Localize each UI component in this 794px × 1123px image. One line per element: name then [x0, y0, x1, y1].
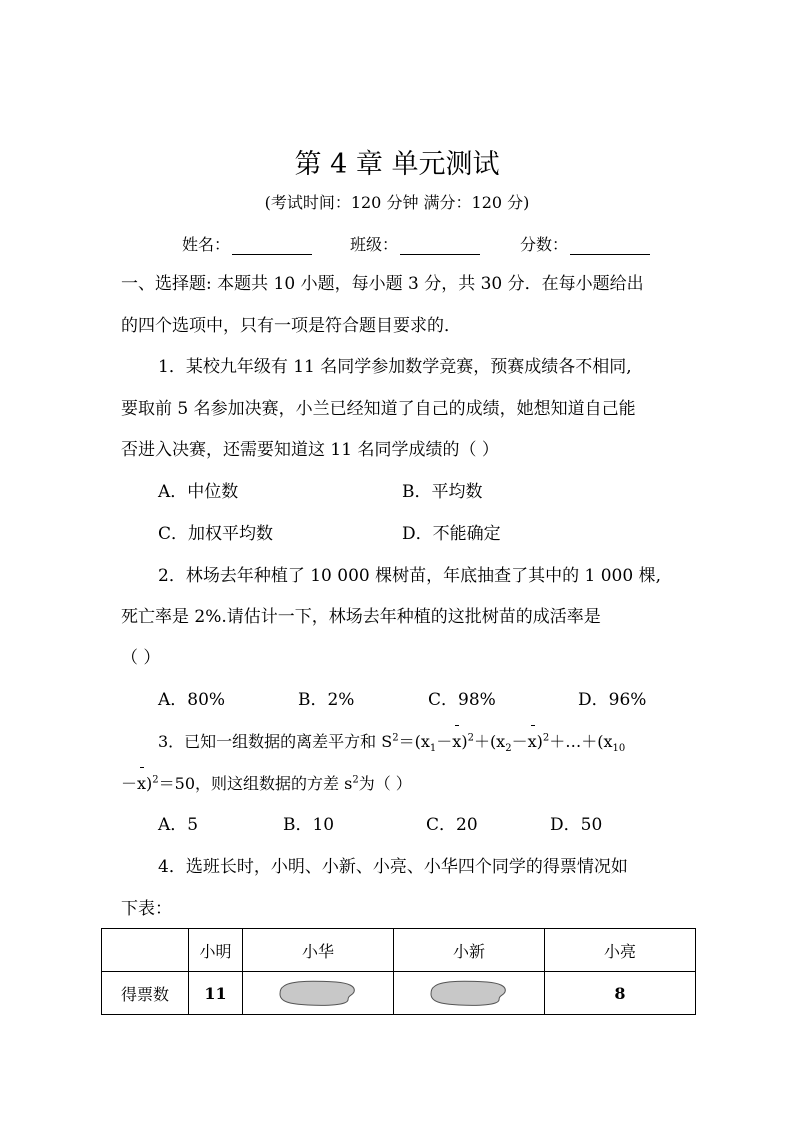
table-header-empty — [102, 929, 189, 972]
q3-option-b[interactable]: B．10 — [283, 815, 335, 835]
table-header: 小亮 — [545, 929, 696, 972]
q1-text-1: 1．某校九年级有 11 名同学参加数学竞赛，预赛成绩各不相同, — [158, 357, 632, 377]
score-blank[interactable] — [570, 238, 650, 255]
q3-option-d[interactable]: D．50 — [550, 815, 603, 835]
q1-option-b[interactable]: B．平均数 — [402, 482, 483, 502]
class-label: 班级： — [350, 235, 399, 254]
x-bar: x — [137, 774, 147, 793]
q1-option-a[interactable]: A．中位数 — [158, 482, 239, 502]
x-bar: x — [527, 732, 537, 751]
x-bar: x — [452, 732, 462, 751]
q2-option-c[interactable]: C．98% — [428, 690, 496, 710]
q4-text-1: 4．选班长时，小明、小新、小亮、小华四个同学的得票情况如 — [158, 857, 628, 877]
table-header: 小明 — [189, 929, 243, 972]
q2-text-3: （ ） — [121, 648, 161, 668]
table-cell: 8 — [545, 972, 696, 1015]
q1-option-c[interactable]: C．加权平均数 — [158, 524, 274, 544]
q3-option-c[interactable]: C．20 — [426, 815, 478, 835]
ink-blot-icon — [278, 978, 358, 1008]
q1-text-2: 要取前 5 名参加决赛，小兰已经知道了自己的成绩，她想知道自己能 — [121, 399, 636, 419]
name-blank[interactable] — [232, 238, 312, 255]
q2-text-1: 2．林场去年种植了 10 000 棵树苗，年底抽查了其中的 1 000 棵, — [158, 566, 661, 586]
table-cell: 11 — [189, 972, 243, 1015]
name-label: 姓名： — [182, 235, 231, 254]
table-row-label: 得票数 — [102, 972, 189, 1015]
q1-option-d[interactable]: D．不能确定 — [402, 524, 501, 544]
q2-option-a[interactable]: A．80% — [158, 690, 226, 710]
score-label: 分数： — [520, 235, 569, 254]
q2-text-2: 死亡率是 2%.请估计一下，林场去年种植的这批树苗的成活率是 — [121, 607, 601, 627]
class-blank[interactable] — [400, 238, 480, 255]
q3-option-a[interactable]: A．5 — [158, 815, 199, 835]
q3-text-1: 3．已知一组数据的离差平方和 $S^2=(x_1-x)^2+(x_2-x)^2+\dots+(x_{10}$ — [158, 732, 626, 755]
page-title: 第 4 章 单元测试 — [294, 149, 500, 180]
q3-text-2: －x)$^2$＝50，则这组数据的方差 $s^2$为（ ） — [121, 774, 412, 793]
table-cell-obscured — [394, 972, 545, 1015]
votes-table — [101, 928, 696, 1015]
section-heading-cont: 的四个选项中，只有一项是符合题目要求的． — [121, 316, 461, 336]
q2-option-b[interactable]: B．2% — [298, 690, 355, 710]
table-cell-obscured — [243, 972, 394, 1015]
table-header: 小华 — [243, 929, 394, 972]
class-field[interactable] — [350, 232, 480, 255]
exam-info: (考试时间：120 分钟 满分：120 分) — [264, 193, 530, 212]
section-heading: 一、选择题: 本题共 10 小题，每小题 3 分，共 30 分．在每小题给出 — [121, 274, 644, 294]
table-row — [102, 972, 696, 1015]
table-header: 小新 — [394, 929, 545, 972]
table-header-row — [102, 929, 696, 972]
q4-text-2: 下表： — [121, 899, 172, 919]
ink-blot-icon — [429, 978, 509, 1008]
q1-text-3: 否进入决赛，还需要知道这 11 名同学成绩的（ ） — [121, 440, 499, 460]
score-field[interactable] — [520, 232, 650, 255]
q2-option-d[interactable]: D．96% — [578, 690, 647, 710]
name-field[interactable] — [182, 232, 312, 255]
